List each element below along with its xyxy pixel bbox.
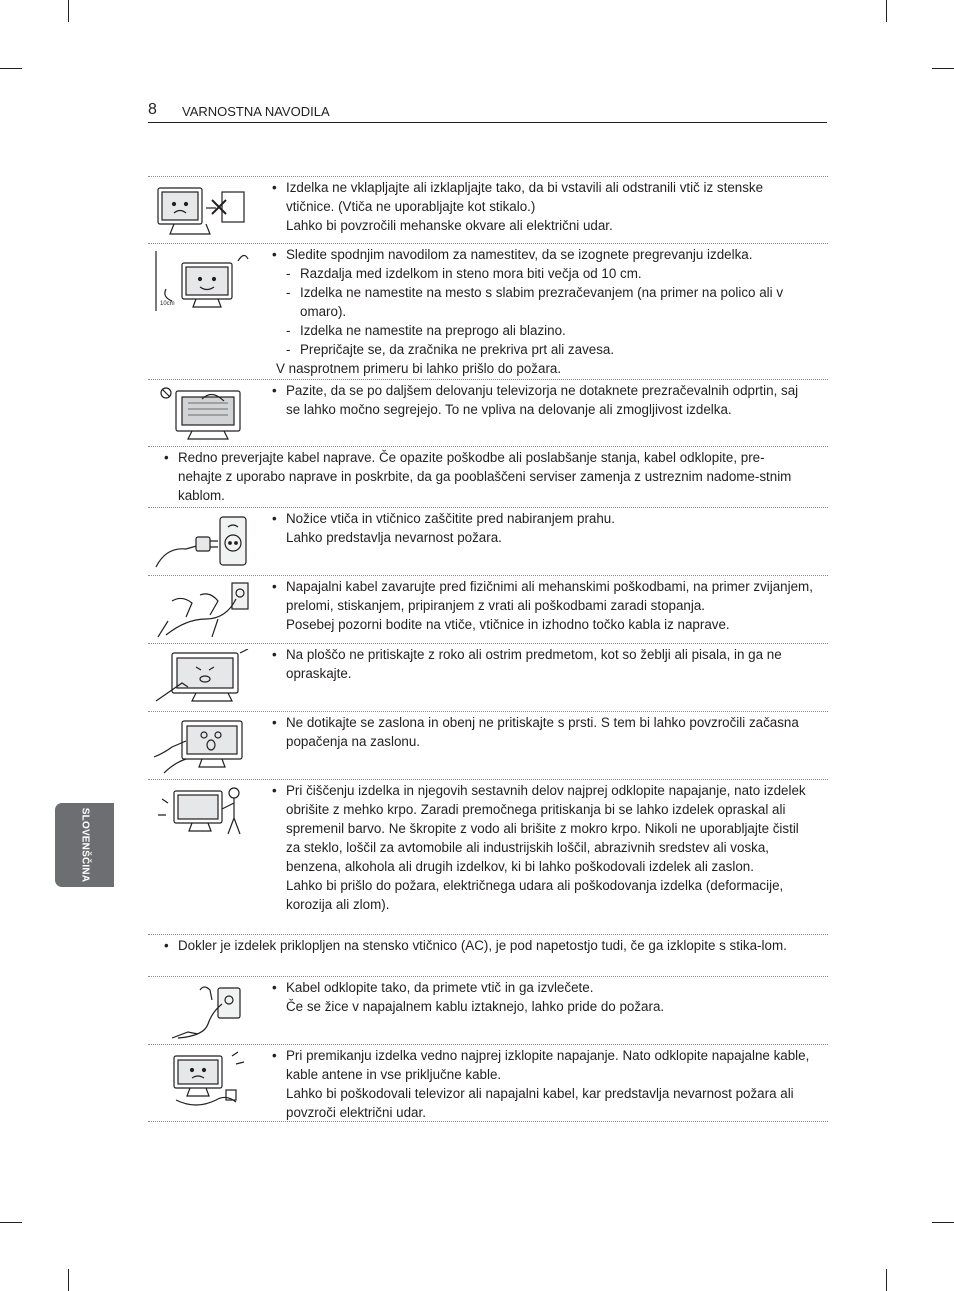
item-text: • Redno preverjajte kabel naprave. Če opazite poškodbe ali poslabšanje stanja, kabel odklopite, pre-nehajte z uporabo naprave in poskrbite, da ga pooblaščeni serviser zamenja z ustreznim nadome-stnim kablom. [164,448,806,505]
item-text: • Napajalni kabel zavarujte pred fizičnimi ali mehanskimi poškodbami, na primer zvijanjem, prelomi, stiskanjem, pripiranjem z vrati ali poškodbami zaradi stopanja. [272,577,814,615]
item-text: • Pazite, da se po daljšem delovanju televizorja ne dotaknete prezračevalnih odprtin, saj se lahko močno segrejejo. To ne vpliva na delovanje ali zmogljivost izdelka. [272,381,814,419]
list-item [148,934,828,976]
distance-label: 10cm [160,301,175,307]
cable-damage-illustration [152,581,252,639]
sub-item: - Razdalja med izdelkom in steno mora biti večja od 10 cm. [272,264,814,283]
item-text: • Na ploščo ne pritiskajte z roko ali ostrim predmetom, kot so žeblji ali pisala, in ga ne opraskajte. [272,645,814,683]
language-side-tab [55,803,114,887]
crop-mark [932,68,954,69]
screen-finger-illustration [152,717,252,775]
crop-mark [68,1269,69,1291]
list-item [148,711,828,779]
list-item [148,243,828,379]
list-item [148,446,828,507]
item-text: • Dokler je izdelek priklopljen na stensko vtičnico (AC), je pod napetostjo tudi, če ga izklopite s stika-lom. [164,936,806,955]
crop-mark [0,68,22,69]
list-item [148,1044,828,1122]
safety-list [148,176,828,1122]
item-text: • Ne dotikajte se zaslona in obenj ne pritiskajte s prsti. S tem bi lahko povzročili začasna popačenja na zaslonu. [272,713,814,751]
list-item [148,976,828,1044]
item-note: Lahko bi povzročili mehanske okvare ali električni udar. [286,218,613,233]
unplug-illustration [152,982,252,1040]
list-item [148,507,828,575]
sub-item: - Prepričajte se, da zračnika ne prekriva prt ali zavesa. [272,340,814,359]
plug-dust-illustration [152,513,252,571]
item-note: Lahko bi poškodovali televizor ali napajalni kabel, kar predstavlja nevarnost požara ali povzroči električni udar. [286,1086,794,1120]
moving-tv-illustration [152,1050,252,1108]
section-title: VARNOSTNA NAVODILA [182,104,330,119]
page-number: 8 [148,101,157,118]
cleaning-illustration [152,785,252,843]
list-item [148,643,828,711]
crop-mark [886,1269,887,1291]
tv-vent-hot-illustration [152,385,252,443]
item-text: • Izdelka ne vklapljajte ali izklapljajte tako, da bi vstavili ali odstranili vtič iz stenske vtičnice. (Vtiča ne uporabljajte kot stikalo.) [272,178,814,216]
item-text: • Pri čiščenju izdelka in njegovih sestavnih delov najprej odklopite napajanje, nato izdelek obrišite z mehko krpo. Zaradi premočnega pritiskanja bi se lahko izdelek opraskal ali spremenil barvo. Ne škropite z vodo ali brišite z mokro krpo. Nikoli ne uporabljajte čistil za steklo, loščil za avtomobile ali industrijskih loščil, abrazivnih sredstev ali voska, benzena, alkohola ali drugih izdelkov, ki bi lahko poškodovali izdelek ali zaslon. [272,781,814,876]
item-note: V nasprotnem primeru bi lahko prišlo do požara. [276,361,562,376]
item-text: • Pri premikanju izdelka vedno najprej izklopite napajanje. Nato odklopite napajalne kable, kable antene in vse priključne kable. [272,1046,814,1084]
list-item [148,779,828,934]
sub-item: - Izdelka ne namestite na preprogo ali blazino. [272,321,814,340]
item-text: • Sledite spodnjim navodilom za namestitev, da se izognete pregrevanju izdelka. [272,245,814,264]
item-text: • Nožice vtiča in vtičnico zaščitite pred nabiranjem prahu. [272,509,814,528]
item-note: Če se žice v napajalnem kablu iztaknejo, lahko pride do požara. [286,999,665,1014]
screen-press-illustration [152,649,252,707]
list-item [148,176,828,243]
crop-mark [886,0,887,22]
item-note: Posebej pozorni bodite na vtiče, vtičnice in izhodno točko kabla iz naprave. [286,617,730,632]
list-item [148,379,828,446]
list-item [148,575,828,643]
crop-mark [932,1222,954,1223]
language-label: SLOVENŠČINA [79,807,90,883]
page-header [148,101,827,123]
crop-mark [68,0,69,22]
item-text: • Kabel odklopite tako, da primete vtič in ga izvlečete. [272,978,814,997]
tv-plug-illustration [152,182,252,240]
item-note: Lahko predstavlja nevarnost požara. [286,530,502,545]
tv-ventilation-illustration [152,249,252,313]
sub-item: - Izdelka ne namestite na mesto s slabim prezračevanjem (na primer na polico ali v omaro). [272,283,814,321]
crop-mark [0,1222,22,1223]
item-note: Lahko bi prišlo do požara, električnega udara ali poškodovanja izdelka (deformacije, korozija ali zlom). [286,878,784,912]
